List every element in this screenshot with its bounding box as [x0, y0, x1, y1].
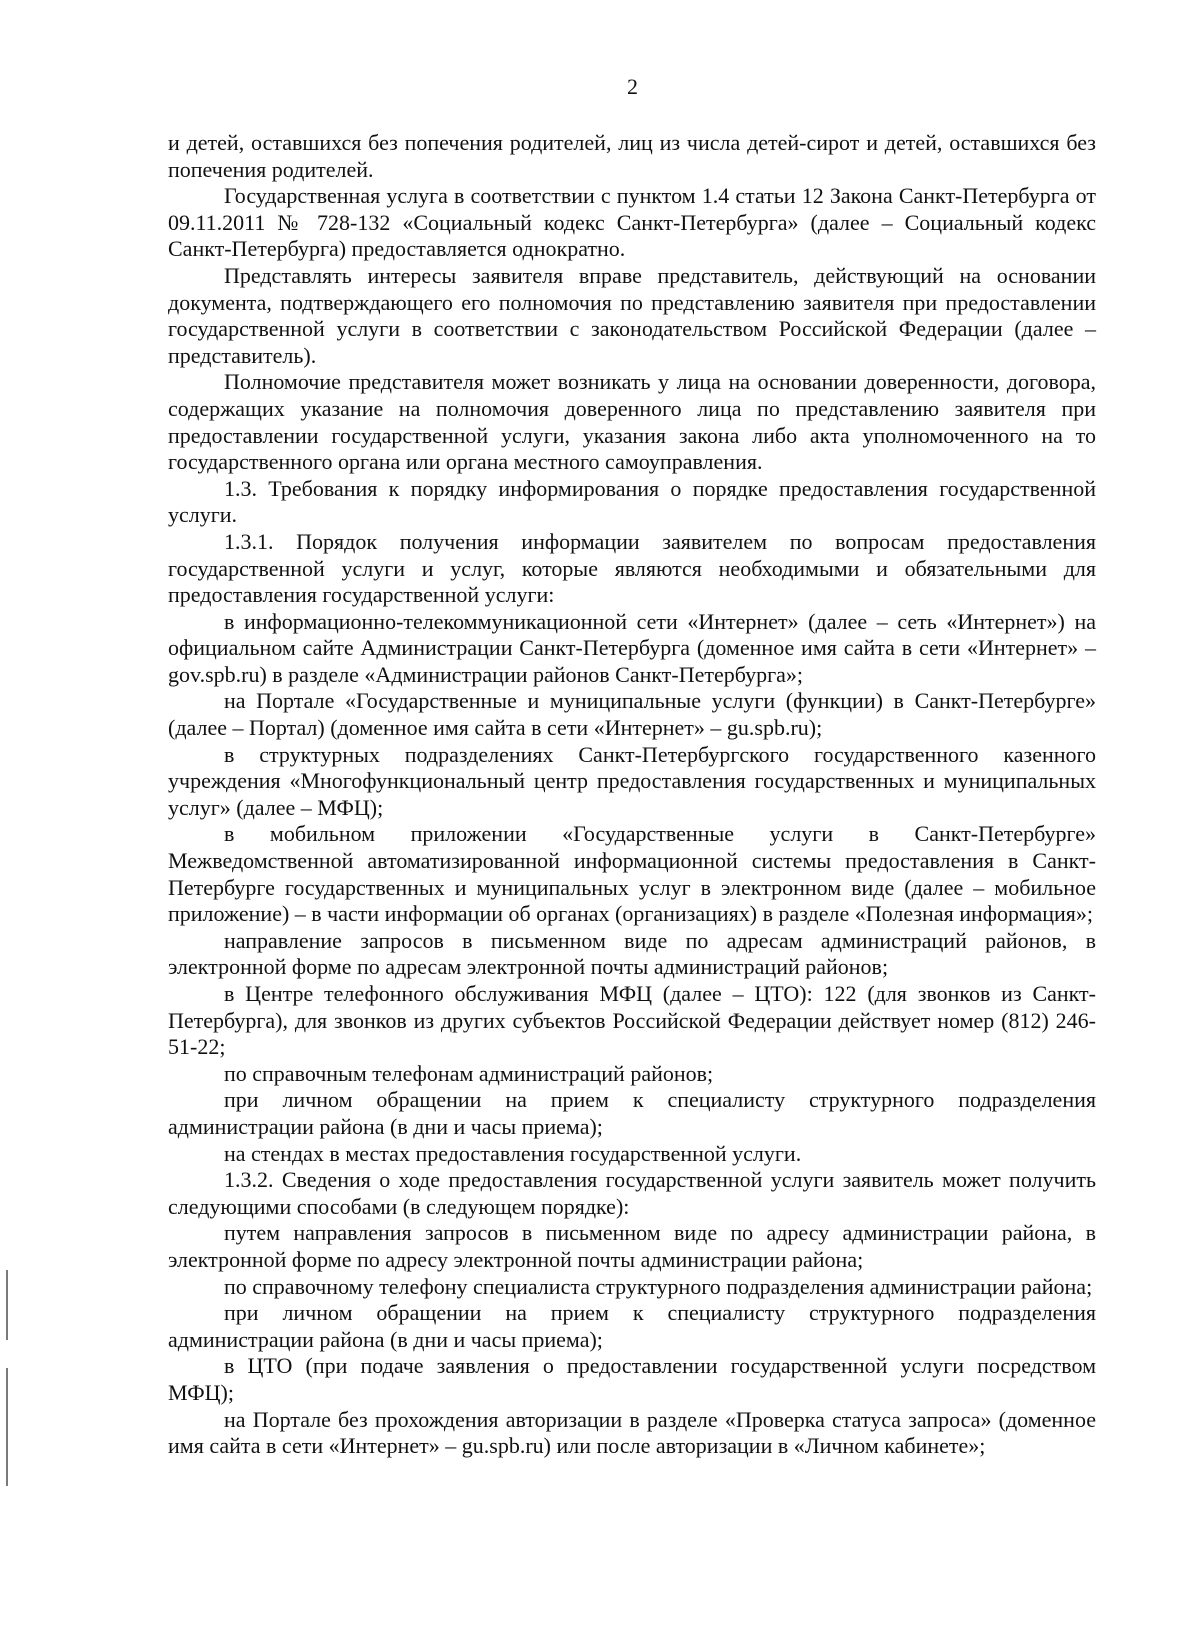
page-number: 2	[627, 74, 638, 99]
list-item-mobile-app: в мобильном приложении «Государственные услуги в Санкт-Петербурге» Межведомственной автоматизированной информационной системы предоставления в Санкт-Петербурге государственных и муниципальных услуг в электронном виде (далее – мобильное приложение) – в части информации об органах (организациях) в разделе «Полезная информация»;	[168, 821, 1096, 927]
list-item-call-center: в Центре телефонного обслуживания МФЦ (далее – ЦТО): 122 (для звонков из Санкт-Петербурга), для звонков из других субъектов Российской Федерации действует номер (812) 246-51-22;	[168, 981, 1096, 1060]
list-item-status-visit: при личном обращении на прием к специалисту структурного подразделения администрации района (в дни и часы приема);	[168, 1300, 1096, 1352]
section-heading-1-3: 1.3. Требования к порядку информирования о порядке предоставления государственной услуги.	[168, 475, 1096, 528]
list-item-status-cto: в ЦТО (при подаче заявления о предоставлении государственной услуги посредством МФЦ);	[168, 1353, 1096, 1405]
scan-edge-mark	[6, 1368, 8, 1486]
paragraph-representative: Представлять интересы заявителя вправе представитель, действующий на основании документа, подтверждающего его полномочия по представлению заявителя при предоставлении государственной услуги в соответствии с законодательством Российской Федерации (далее – представитель).	[168, 262, 1096, 368]
list-item-status-portal: на Портале без прохождения авторизации в разделе «Проверка статуса запроса» (доменное имя сайта в сети «Интернет» – gu.spb.ru) или после авторизации в «Личном кабинете»;	[168, 1406, 1096, 1459]
section-heading-1-3-1: 1.3.1. Порядок получения информации заявителем по вопросам предоставления государственной услуги и услуг, которые являются необходимыми и обязательными для предоставления государственной услуги:	[168, 528, 1096, 608]
list-item-stands: на стендах в местах предоставления государственной услуги.	[224, 1140, 802, 1166]
paragraph-representative-authority: Полномочие представителя может возникать у лица на основании доверенности, договора, содержащих указание на полномочия доверенного лица по представлению заявителя при предоставлении государственной услуги, указания закона либо акта уполномоченного на то государственного органа или органа местного самоуправления.	[168, 369, 1096, 475]
document-body	[168, 130, 1096, 1460]
list-item-written-requests: направление запросов в письменном виде по адресам администраций районов, в электронной форме по адресам электронной почты администраций районов;	[168, 927, 1096, 980]
paragraph-single-provision: Государственная услуга в соответствии с пунктом 1.4 статьи 12 Закона Санкт-Петербурга от 09.11.2011 № 728-132 «Социальный кодекс Санкт-Петербурга» (далее – Социальный кодекс Санкт-Петербурга) предоставляется однократно.	[168, 183, 1096, 262]
list-item-mfc: в структурных подразделениях Санкт-Петербургского государственного казенного учреждения «Многофункциональный центр предоставления государственных и муниципальных услуг» (далее – МФЦ);	[168, 741, 1096, 820]
paragraph-continuation: и детей, оставшихся без попечения родителей, лиц из числа детей-сирот и детей, оставшихся без попечения родителей.	[168, 130, 1096, 182]
list-item-personal-visit: при личном обращении на прием к специалисту структурного подразделения администрации района (в дни и часы приема);	[168, 1087, 1096, 1139]
list-item-portal: на Портале «Государственные и муниципальные услуги (функции) в Санкт-Петербурге» (далее – Портал) (доменное имя сайта в сети «Интернет» – gu.spb.ru);	[168, 688, 1096, 741]
list-item-reference-phones: по справочным телефонам администраций районов;	[224, 1060, 714, 1086]
list-item-status-written: путем направления запросов в письменном виде по адресу администрации района, в электронной форме по адресу электронной почты администрации района;	[168, 1220, 1096, 1272]
list-item-status-phone: по справочному телефону специалиста структурного подразделения администрации района;	[224, 1273, 1093, 1299]
scan-edge-mark	[6, 1270, 8, 1340]
list-item-internet: в информационно-телекоммуникационной сети «Интернет» (далее – сеть «Интернет») на официальном сайте Администрации Санкт-Петербурга (доменное имя сайта в сети «Интернет» – gov.spb.ru) в разделе «Администрации районов Санкт-Петербурга»;	[168, 608, 1096, 687]
section-heading-1-3-2: 1.3.2. Сведения о ходе предоставления государственной услуги заявитель может получить следующими способами (в следующем порядке):	[168, 1167, 1096, 1219]
